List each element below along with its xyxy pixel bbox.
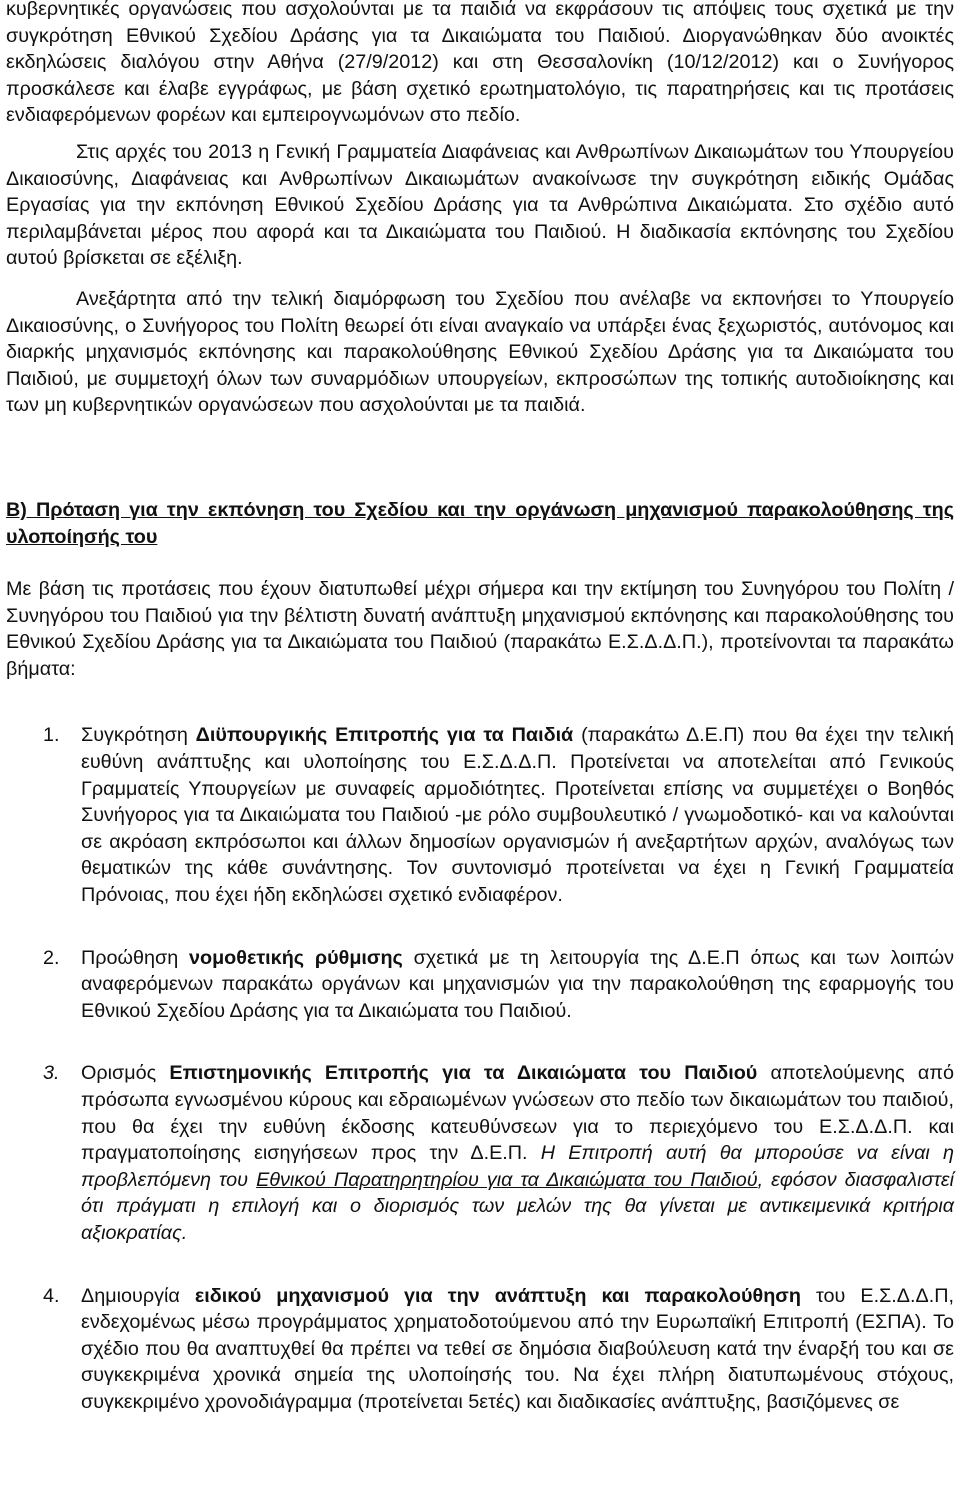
list-item bbox=[6, 945, 954, 1025]
item-text-italic-underline: Εθνικού Παρατηρητηρίου για τα Δικαιώματα του Παιδιού bbox=[256, 1168, 758, 1191]
steps-list bbox=[6, 722, 954, 1415]
document-page bbox=[6, 0, 954, 1416]
item-text-post: του Ε.Σ.Δ.Δ.Π, ενδεχομένως μέσω προγράμματος χρηματοδοτούμενου από την Ευρωπαϊκή Επιτροπή (ΕΣΠΑ). Το σχέδιο που θα αναπτυχθεί θα πρέπει να τεθεί σε δημόσια διαβούλευση κατά την έναρξή του και σε συγκεκριμένα χρονικά σημεία της υλοποίησής του. Να έχει πλήρη διατυπωμένους στόχους, συγκεκριμένο χρονοδιάγραμμα (προτείνεται 5ετές) και διαδικασίες ανάπτυξης, βασιζόμενες σε bbox=[81, 1284, 954, 1413]
item-text-pre: Συγκρότηση bbox=[81, 724, 196, 747]
list-number: 1. bbox=[43, 724, 60, 747]
list-number: 3. bbox=[43, 1062, 60, 1085]
list-number: 2. bbox=[43, 946, 60, 969]
list-item bbox=[6, 1283, 954, 1416]
list-item bbox=[6, 1060, 954, 1246]
item-text-bold: Διϋπουργικής Επιτροπής για τα Παιδιά bbox=[195, 724, 574, 747]
item-text-post: σχετικά με τη λειτουργία της Δ.Ε.Π όπως και των λοιπών αναφερόμενων παρακάτω οργάνων και μηχανισμών για την παρακολούθηση της εφαρμογής του Εθνικού Σχεδίου Δράσης για τα Δικαιώματα του Παιδιού. bbox=[81, 946, 955, 1022]
item-text-pre: Ορισμός bbox=[81, 1062, 170, 1085]
paragraph-ministry-working-group: Στις αρχές του 2013 η Γενική Γραμματεία Διαφάνειας και Ανθρωπίνων Δικαιωμάτων του Υπουργείου Δικαιοσύνης, Διαφάνειας και Ανθρωπίνων Δικαιωμάτων ανακοίνωσε την συγκρότηση ειδικής Ομάδας Εργασίας για την εκπόνηση Εθνικού Σχεδίου Δράσης για τα Ανθρώπινα Δικαιώματα. Στο σχέδιο αυτό περιλαμβάνεται μέρος που αφορά και τα Δικαιώματα του Παιδιού. Η διαδικασία εκπόνησης του Σχεδίου αυτού βρίσκεται σε εξέλιξη. bbox=[6, 140, 954, 270]
item-text-bold: ειδικού μηχανισμού για την ανάπτυξη και παρακολούθηση bbox=[194, 1284, 801, 1307]
item-text-italic: Η Επιτροπή αυτή θα μπορούσε να είναι η προβλεπόμενη του bbox=[81, 1142, 955, 1191]
paragraph-consultation: κυβερνητικές οργανώσεις που ασχολούνται με τα παιδιά να εκφράσουν τις απόψεις τους σχετικά με την συγκρότηση Εθνικού Σχεδίου Δράσης για τα Δικαιώματα του Παιδιού. Διοργανώθηκαν δύο ανοικτές εκδηλώσεις διαλόγου στην Αθήνα (27/9/2012) και στη Θεσσαλονίκη (10/12/2012) και ο Συνήγορος προσκάλεσε και έλαβε εγγράφως, με βάση σχετικό ερωτηματολόγιο, τις παρατηρήσεις και τις προτάσεις ενδιαφερόμενων φορέων και εμπειρογνωμόνων στο πεδίο. bbox=[6, 0, 954, 127]
item-text-pre: Δημιουργία bbox=[81, 1284, 195, 1307]
item-text-pre: Προώθηση bbox=[81, 946, 189, 969]
list-item bbox=[6, 722, 954, 908]
paragraph-proposals-intro: Με βάση τις προτάσεις που έχουν διατυπωθεί μέχρι σήμερα και την εκτίμηση του Συνηγόρου του Πολίτη / Συνηγόρου του Παιδιού για την βέλτιστη δυνατή ανάπτυξη μηχανισμού εκπόνησης και παρακολούθησης του Εθνικού Σχεδίου Δράσης για τα Δικαιώματα του Παιδιού (παρακάτω Ε.Σ.Δ.Δ.Π.), προτείνονται τα παρακάτω βήματα: bbox=[6, 578, 954, 680]
item-text-bold: νομοθετικής ρύθμισης bbox=[189, 946, 403, 969]
item-text-post: (παρακάτω Δ.Ε.Π) που θα έχει την τελική ευθύνη ανάπτυξης και υλοποίησης του Ε.Σ.Δ.Δ.Π. Προτείνεται να αποτελείται από Γενικούς Γραμματείς Υπουργείων με συναφείς αρμοδιότητες. Προτείνεται επίσης να συμμετέχει ο Βοηθός Συνήγορος για τα Δικαιώματα του Παιδιού -με ρόλο συμβουλευτικό / γνωμοδοτικό- και να καλούνται σε ακρόαση εκπρόσωποι και άλλων δημοσίων οργανισμών ή ανεξαρτήτων αρχών, αναλόγως των θεματικών της κάθε συνάντησης. Τον συντονισμό προτείνεται να έχει η Γενική Γραμματεία Πρόνοιας, που έχει ήδη εκδηλώσει σχετικό ενδιαφέρον. bbox=[81, 724, 954, 907]
item-text-italic-post: , εφόσον διασφαλιστεί ότι πράγματι η επιλογή και ο διορισμός των μελών της θα γίνεται με αντικειμενικά κριτήρια αξιοκρατίας. bbox=[81, 1168, 954, 1244]
list-number: 4. bbox=[43, 1284, 60, 1307]
item-text-bold: Επιστημονικής Επιτροπής για τα Δικαιώματα του Παιδιού bbox=[169, 1062, 758, 1085]
section-heading-b: Β) Πρόταση για την εκπόνηση του Σχεδίου και την οργάνωση μηχανισμού παρακολούθησης της υλοποίησής του bbox=[6, 498, 954, 548]
paragraph-ombudsman-position: Ανεξάρτητα από την τελική διαμόρφωση του Σχεδίου που ανέλαβε να εκπονήσει το Υπουργείο Δικαιοσύνης, ο Συνήγορος του Πολίτη θεωρεί ότι είναι αναγκαίο να υπάρξει ένας ξεχωριστός, αυτόνομος και διαρκής μηχανισμός εκπόνησης και παρακολούθησης Εθνικού Σχεδίου Δράσης για τα Δικαιώματα του Παιδιού, με συμμετοχή όλων των συναρμόδιων υπουργείων, εκπροσώπων της τοπικής αυτοδιοίκησης και των μη κυβερνητικών οργανώσεων που ασχολούνται με τα παιδιά. bbox=[6, 287, 954, 417]
item-text-post: αποτελούμενης από πρόσωπα εγνωσμένου κύρους και εδραιωμένων γνώσεων στο πεδίο των δικαιωμάτων του παιδιού, που θα έχει την ευθύνη έκδοσης κατευθύνσεων για το περιεχόμενο του Ε.Σ.Δ.Δ.Π. και πραγματοποίησης εισηγήσεων προς την Δ.Ε.Π. bbox=[81, 1062, 954, 1165]
